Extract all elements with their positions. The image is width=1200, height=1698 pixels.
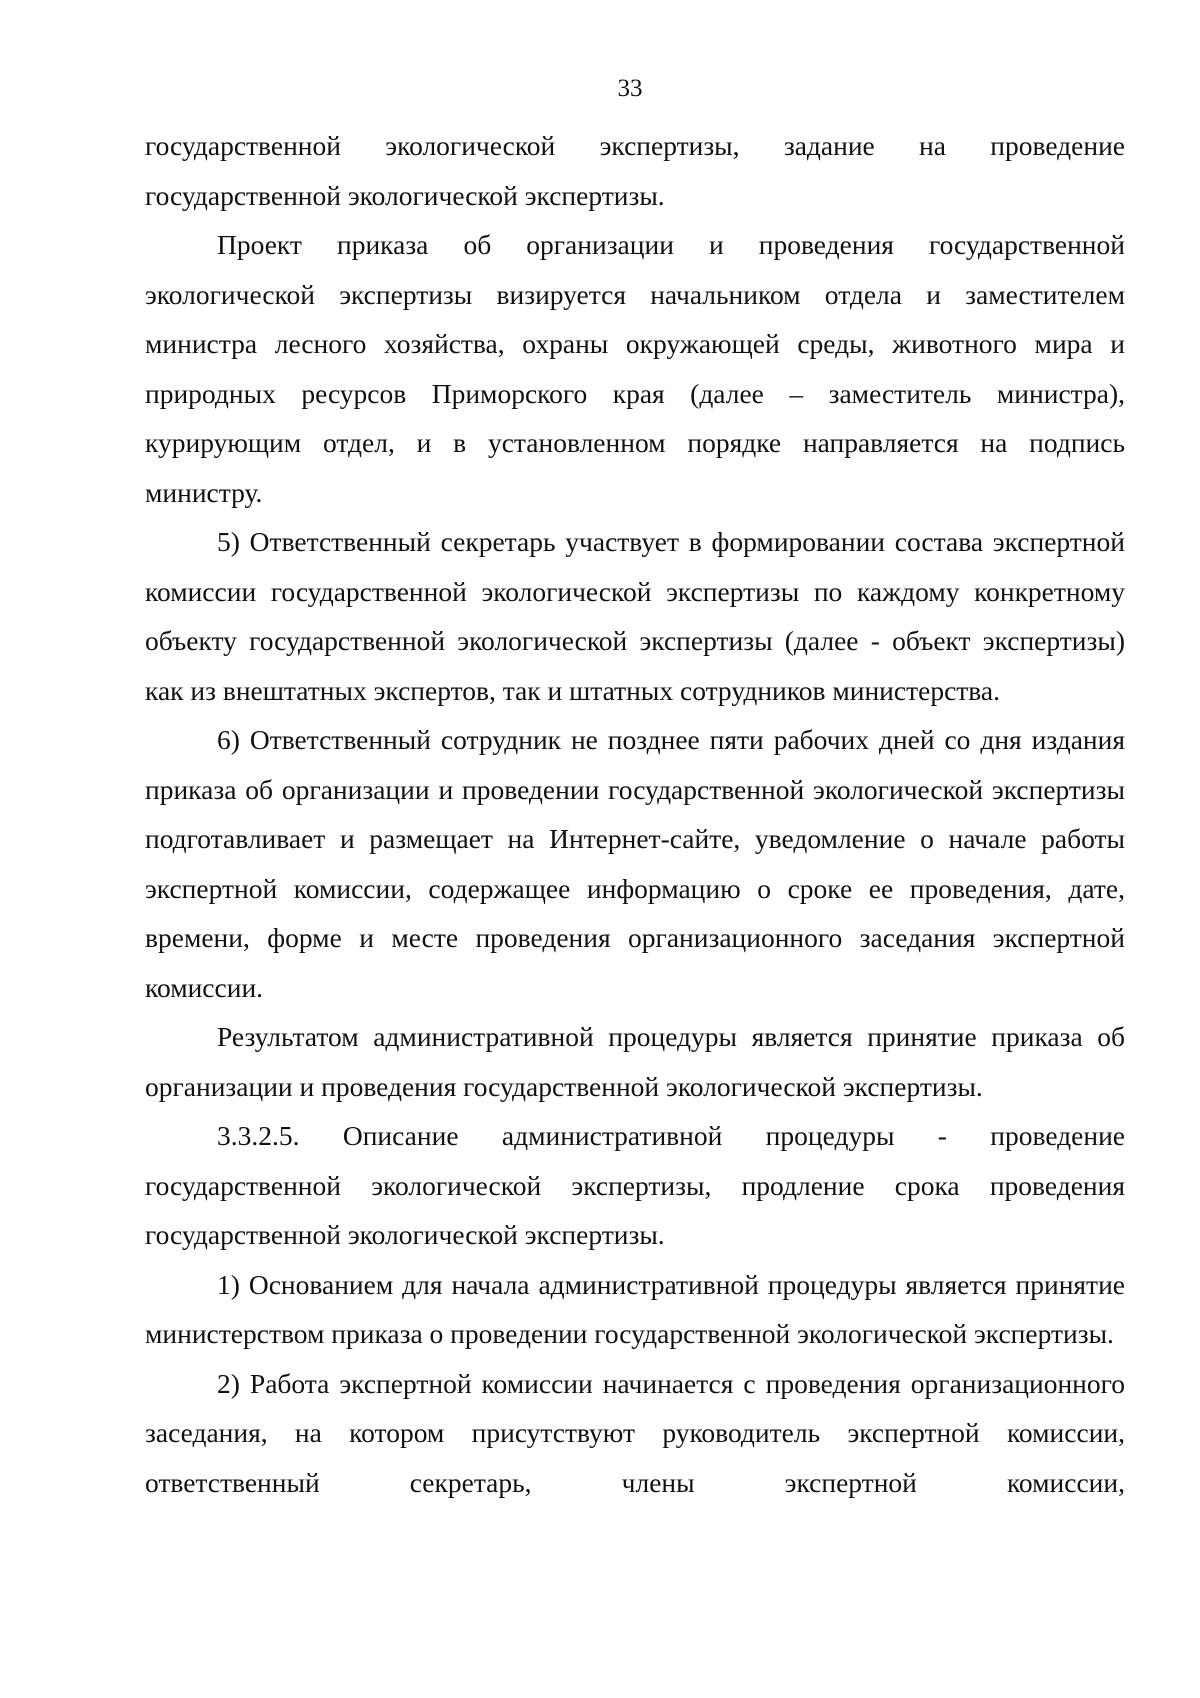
- paragraph-project-order: Проект приказа об организации и проведения государственной экологической экспертизы визируется начальником отдела и заместителем министра лесного хозяйства, охраны окружающей среды, животного мира и природных ресурсов Приморского края (далее – заместитель министра), курирующим отдел, и в установленном порядке направляется на подпись министру.: [145, 229, 1125, 508]
- page-number: 33: [617, 75, 643, 102]
- paragraph-continuation: государственной экологической экспертизы, задание на проведение государственной экологической экспертизы.: [145, 130, 1125, 211]
- paragraph-item-5: 5) Ответственный секретарь участвует в формировании состава экспертной комиссии государственной экологической экспертизы по каждому конкретному объекту государственной экологической экспертизы (далее - объект экспертизы) как из внештатных экспертов, так и штатных сотрудников министерства.: [145, 526, 1125, 706]
- document-body: [145, 121, 1125, 1507]
- paragraph-commission-item-2: 2) Работа экспертной комиссии начинается с проведения организационного заседания, на котором присутствуют руководитель экспертной комиссии, ответственный секретарь, члены экспертной комиссии,: [145, 1367, 1125, 1498]
- paragraph-section-3-3-2-5: 3.3.2.5. Описание административной процедуры - проведение государственной экологической экспертизы, продление срока проведения государственной экологической экспертизы.: [145, 1120, 1125, 1250]
- paragraph-basis-item-1: 1) Основанием для начала административной процедуры является принятие министерством приказа о проведении государственной экологической экспертизы.: [145, 1268, 1125, 1349]
- paragraph-result: Результатом административной процедуры является принятие приказа об организации и проведения государственной экологической экспертизы.: [145, 1021, 1125, 1102]
- paragraph-item-6: 6) Ответственный сотрудник не позднее пяти рабочих дней со дня издания приказа об организации и проведении государственной экологической экспертизы подготавливает и размещает на Интернет-сайте, уведомление о начале работы экспертной комиссии, содержащее информацию о сроке ее проведения, дате, времени, форме и месте проведения организационного заседания экспертной комиссии.: [145, 724, 1125, 1003]
